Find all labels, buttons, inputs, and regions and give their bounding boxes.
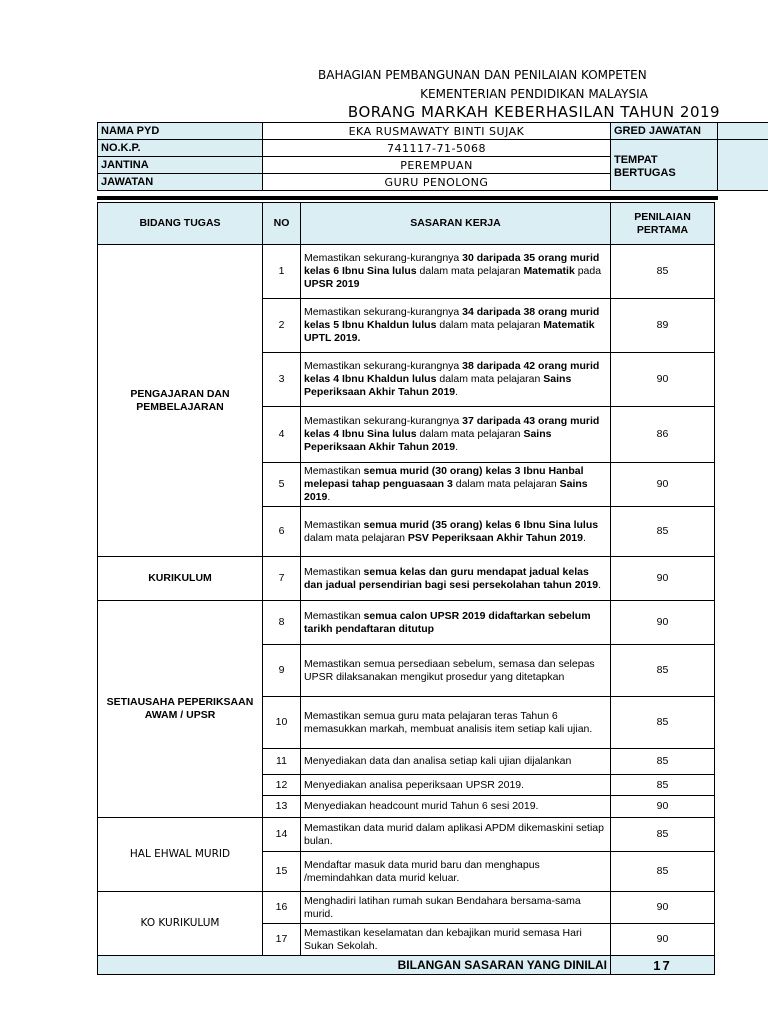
row-sasaran bbox=[301, 775, 611, 796]
nokp-value: 741117-71-5068 bbox=[263, 140, 611, 157]
row-score: 85 bbox=[611, 645, 715, 697]
sasaran-text: Mendaftar masuk data murid baru dan menghapus /memindahkan data murid keluar. bbox=[304, 858, 540, 884]
row-no: 17 bbox=[263, 924, 301, 956]
sasaran-text: dalam mata pelajaran bbox=[436, 373, 544, 385]
row-sasaran bbox=[301, 749, 611, 775]
gred-value bbox=[718, 123, 768, 140]
sasaran-text: Memastikan bbox=[304, 518, 364, 531]
row-sasaran bbox=[301, 507, 611, 557]
sasaran-text: semua calon UPSR 2019 didaftarkan sebelum tarikh pendaftaran ditutup bbox=[304, 609, 591, 635]
header-ministry: KEMENTERIAN PENDIDIKAN MALAYSIA bbox=[420, 87, 648, 101]
blank-cell bbox=[715, 463, 768, 507]
bidang-kokurikulum: KO KURIKULUM bbox=[98, 892, 263, 956]
footer-label: BILANGAN SASARAN YANG DINILAI bbox=[98, 956, 611, 975]
row-no: 13 bbox=[263, 796, 301, 818]
sasaran-text: semua kelas dan guru mendapat jadual kelas dan jadual persendirian bagi sesi persekolahan tahun 2019 bbox=[304, 565, 599, 591]
blank-cell bbox=[715, 892, 768, 924]
row-score: 85 bbox=[611, 697, 715, 749]
blank-cell bbox=[715, 924, 768, 956]
row-score: 89 bbox=[611, 299, 715, 353]
sasaran-text: dalam mata pelajaran bbox=[436, 319, 544, 331]
blank-cell bbox=[715, 507, 768, 557]
blank-cell bbox=[715, 852, 768, 892]
row-sasaran bbox=[301, 601, 611, 645]
sasaran-text: Memastikan semua guru mata pelajaran teras Tahun 6 memasukkan markah, membuat analisis item setiap kali ujian. bbox=[304, 709, 593, 735]
row-score: 86 bbox=[611, 407, 715, 463]
blank-cell bbox=[715, 407, 768, 463]
row-sasaran bbox=[301, 818, 611, 852]
sasaran-text: Menyediakan data dan analisa setiap kali ujian dijalankan bbox=[304, 755, 572, 767]
bidang-setiausaha: SETIAUSAHA PEPERIKSAAN AWAM / UPSR bbox=[98, 601, 263, 818]
blank-cell bbox=[715, 203, 768, 245]
header-agency: BAHAGIAN PEMBANGUNAN DAN PENILAIAN KOMPETEN bbox=[318, 68, 647, 82]
blank-cell bbox=[715, 245, 768, 299]
sasaran-text: 34 daripada 38 orang murid kelas 5 Ibnu Khaldun lulus bbox=[304, 306, 600, 331]
jawatan-label: JAWATAN bbox=[98, 174, 263, 191]
blank-cell bbox=[715, 749, 768, 775]
sasaran-text: 38 daripada 42 orang murid kelas 4 Ibnu Khaldun lulus bbox=[304, 360, 600, 385]
row-score: 85 bbox=[611, 245, 715, 299]
sasaran-text: Memastikan keselamatan dan kebajikan murid semasa Hari Sukan Sekolah. bbox=[304, 926, 582, 952]
row-sasaran bbox=[301, 463, 611, 507]
sasaran-text: 37 daripada 43 orang murid kelas 4 Ibnu Sina lulus bbox=[304, 415, 600, 440]
sasaran-text: PSV Peperiksaan Akhir Tahun 2019 bbox=[407, 531, 583, 544]
col-penilaian: PENILAIAN PERTAMA bbox=[611, 203, 715, 245]
row-score: 85 bbox=[611, 775, 715, 796]
row-no: 6 bbox=[263, 507, 301, 557]
sasaran-text: Sains 2019 bbox=[304, 478, 588, 503]
sasaran-text: dalam mata pelajaran bbox=[304, 531, 408, 544]
row-no: 15 bbox=[263, 852, 301, 892]
jantina-value: PEREMPUAN bbox=[263, 157, 611, 174]
blank-cell bbox=[715, 818, 768, 852]
officer-info-table bbox=[97, 122, 768, 191]
nama-value: EKA RUSMAWATY BINTI SUJAK bbox=[263, 123, 611, 140]
sasaran-text: Menyediakan analisa peperiksaan UPSR 2019. bbox=[304, 778, 525, 791]
sasaran-text: Matematik bbox=[523, 265, 575, 277]
sasaran-text: Matematik UPTL 2019. bbox=[304, 319, 595, 344]
sasaran-text: Sains Peperiksaan Akhir Tahun 2019 bbox=[304, 373, 572, 398]
blank-cell bbox=[715, 299, 768, 353]
row-no: 8 bbox=[263, 601, 301, 645]
row-score: 85 bbox=[611, 749, 715, 775]
sasaran-text: Memastikan sekurang-kurangnya bbox=[304, 252, 463, 264]
sasaran-text: dalam mata pelajaran bbox=[416, 428, 524, 440]
row-no: 1 bbox=[263, 245, 301, 299]
sasaran-text: . bbox=[582, 531, 586, 544]
row-score: 90 bbox=[611, 353, 715, 407]
row-no: 5 bbox=[263, 463, 301, 507]
bidang-kurikulum: KURIKULUM bbox=[98, 557, 263, 601]
form-title: BORANG MARKAH KEBERHASILAN TAHUN 2019 bbox=[347, 103, 721, 121]
footer-value: 17 bbox=[611, 956, 715, 975]
bidang-pdp: PENGAJARAN DAN PEMBELAJARAN bbox=[98, 245, 263, 557]
bidang-hem: HAL EHWAL MURID bbox=[98, 818, 263, 892]
row-no: 2 bbox=[263, 299, 301, 353]
blank-cell bbox=[715, 697, 768, 749]
blank-cell bbox=[715, 557, 768, 601]
row-sasaran bbox=[301, 796, 611, 818]
row-sasaran bbox=[301, 645, 611, 697]
row-score: 90 bbox=[611, 463, 715, 507]
nokp-label: NO.K.P. bbox=[98, 140, 263, 157]
row-sasaran bbox=[301, 557, 611, 601]
sasaran-text: Memastikan semua persediaan sebelum, semasa dan selepas UPSR dilaksanakan mengikut prosedur yang ditetapkan bbox=[304, 657, 595, 683]
row-score: 90 bbox=[611, 601, 715, 645]
row-no: 7 bbox=[263, 557, 301, 601]
sasaran-text: . bbox=[455, 386, 459, 398]
nama-label: NAMA PYD bbox=[98, 123, 263, 140]
sasaran-text: Memastikan bbox=[304, 609, 364, 622]
row-score: 90 bbox=[611, 557, 715, 601]
sasaran-text: dalam mata pelajaran bbox=[452, 478, 560, 490]
row-no: 3 bbox=[263, 353, 301, 407]
sasaran-text: . bbox=[327, 491, 331, 503]
row-sasaran bbox=[301, 924, 611, 956]
row-no: 16 bbox=[263, 892, 301, 924]
sasaran-text: dalam mata pelajaran bbox=[416, 265, 524, 277]
blank-cell bbox=[715, 956, 768, 975]
jawatan-value: GURU PENOLONG bbox=[263, 174, 611, 191]
col-sasaran: SASARAN KERJA bbox=[301, 203, 611, 245]
jantina-label: JANTINA bbox=[98, 157, 263, 174]
row-score: 90 bbox=[611, 924, 715, 956]
row-sasaran bbox=[301, 245, 611, 299]
gred-label: GRED JAWATAN bbox=[611, 123, 718, 140]
tempat-label: TEMPAT BERTUGAS bbox=[611, 140, 718, 191]
sasaran-text: semua murid (30 orang) kelas 3 Ibnu Hanbal melepasi tahap penguasaan 3 bbox=[304, 465, 584, 490]
row-sasaran bbox=[301, 892, 611, 924]
section-divider bbox=[97, 196, 718, 200]
row-sasaran bbox=[301, 299, 611, 353]
blank-cell bbox=[715, 775, 768, 796]
sasaran-text: 30 daripada 35 orang murid kelas 6 Ibnu Sina lulus bbox=[304, 252, 600, 277]
blank-cell bbox=[715, 601, 768, 645]
blank-cell bbox=[715, 796, 768, 818]
sasaran-text: Memastikan data murid dalam aplikasi APDM dikemaskini setiap bulan. bbox=[304, 821, 604, 847]
sasaran-text: . bbox=[455, 441, 459, 453]
target-table bbox=[97, 202, 768, 975]
row-score: 90 bbox=[611, 892, 715, 924]
row-no: 10 bbox=[263, 697, 301, 749]
row-sasaran bbox=[301, 407, 611, 463]
sasaran-text: Menghadiri latihan rumah sukan Bendahara bersama-sama murid. bbox=[304, 894, 581, 920]
blank-cell bbox=[715, 645, 768, 697]
row-score: 85 bbox=[611, 818, 715, 852]
sasaran-text: Sains Peperiksaan Akhir Tahun 2019 bbox=[304, 428, 552, 453]
sasaran-text: . bbox=[598, 578, 602, 591]
sasaran-text: UPSR 2019 bbox=[304, 278, 360, 290]
sasaran-text: Menyediakan headcount murid Tahun 6 sesi 2019. bbox=[304, 800, 539, 812]
row-score: 85 bbox=[611, 507, 715, 557]
row-score: 85 bbox=[611, 852, 715, 892]
sasaran-text: Memastikan sekurang-kurangnya bbox=[304, 360, 463, 372]
row-sasaran bbox=[301, 697, 611, 749]
col-bidang: BIDANG TUGAS bbox=[98, 203, 263, 245]
sasaran-text: Memastikan sekurang-kurangnya bbox=[304, 415, 463, 427]
row-no: 14 bbox=[263, 818, 301, 852]
sasaran-text: Memastikan bbox=[304, 565, 364, 578]
row-no: 4 bbox=[263, 407, 301, 463]
row-no: 9 bbox=[263, 645, 301, 697]
sasaran-text: semua murid (35 orang) kelas 6 Ibnu Sina lulus bbox=[363, 518, 599, 531]
tempat-value bbox=[718, 140, 768, 191]
row-no: 12 bbox=[263, 775, 301, 796]
col-no: NO bbox=[263, 203, 301, 245]
sasaran-text: Memastikan sekurang-kurangnya bbox=[304, 306, 463, 318]
row-sasaran bbox=[301, 852, 611, 892]
sasaran-text: Memastikan bbox=[304, 465, 364, 477]
row-sasaran bbox=[301, 353, 611, 407]
blank-cell bbox=[715, 353, 768, 407]
row-no: 11 bbox=[263, 749, 301, 775]
row-score: 90 bbox=[611, 796, 715, 818]
sasaran-text: pada bbox=[574, 265, 602, 277]
